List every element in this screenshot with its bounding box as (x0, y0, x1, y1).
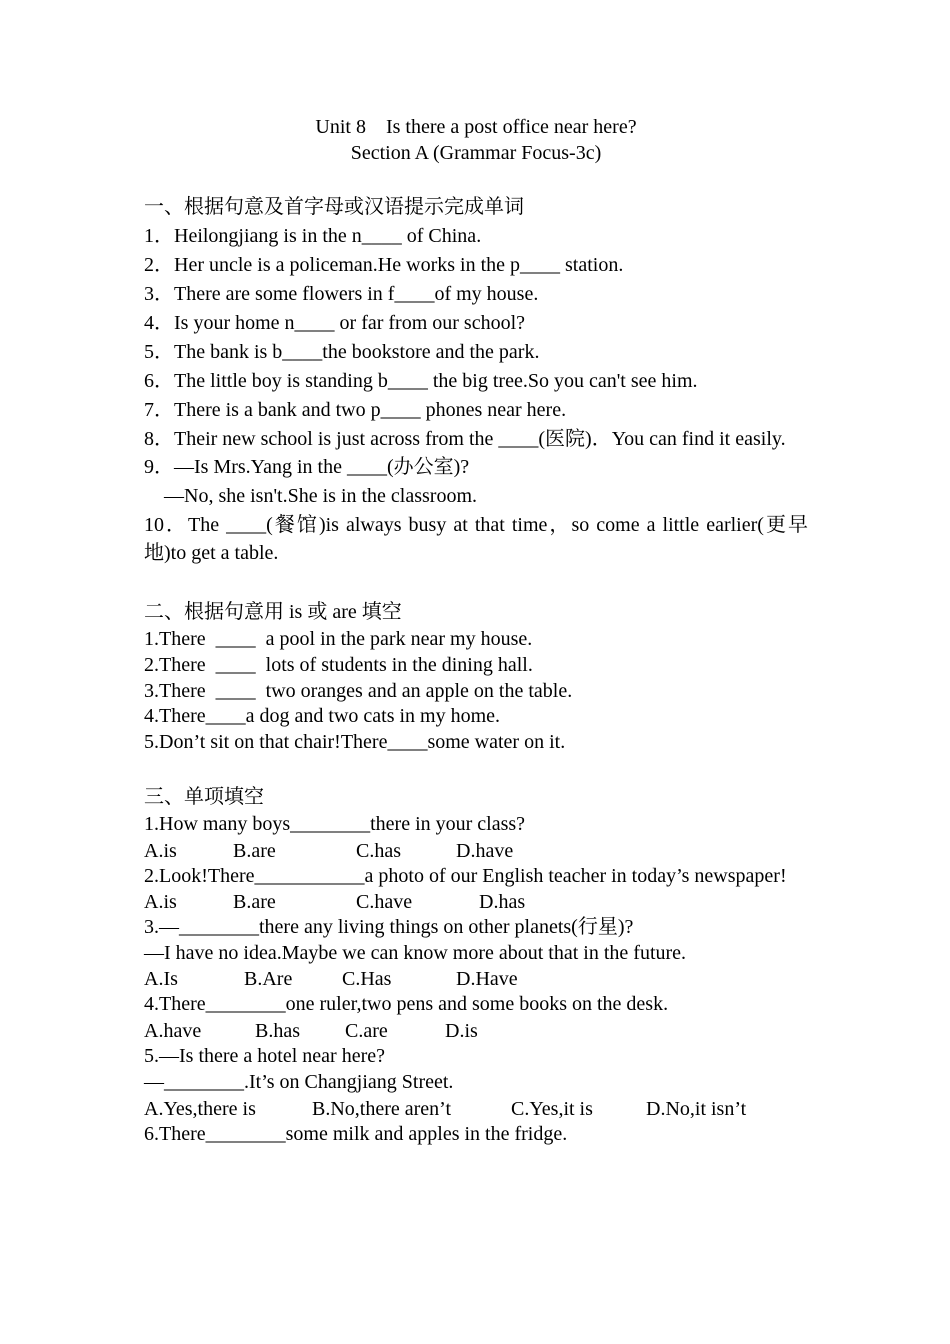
option-c: C.are (345, 1020, 388, 1043)
question-3-2: 2.Look!There___________a photo of our English teacher in today’s newspaper! (144, 864, 787, 887)
question-1-7: 7．There is a bank and two p____ phones near here. (144, 399, 567, 421)
question-3-2-options (144, 889, 808, 915)
option-c: C.has (356, 839, 401, 862)
option-b: B.are (233, 839, 276, 862)
option-d: D.is (445, 1020, 478, 1043)
question-1-2: 2．Her uncle is a policeman.He works in the p____ station. (144, 254, 624, 276)
option-b: B.are (233, 890, 276, 913)
question-1-1: 1．Heilongjiang is in the n____ of China. (144, 225, 482, 247)
option-a: A.is (144, 839, 177, 862)
question-1-3: 3．There are some flowers in f____of my house. (144, 283, 539, 305)
question-3-3-options (144, 966, 808, 992)
question-2-4: 4.There____a dog and two cats in my home. (144, 705, 501, 728)
option-c: C.Has (342, 968, 392, 991)
question-2-2: 2.There ____ lots of students in the dining hall. (144, 653, 533, 676)
question-3-3-answer: —I have no idea.Maybe we can know more about that in the future. (144, 941, 687, 964)
section-2-heading: 二、根据句意用 is 或 are 填空 (144, 601, 402, 623)
question-2-5: 5.Don’t sit on that chair!There____some water on it. (144, 731, 566, 754)
option-d: D.have (456, 839, 514, 862)
question-1-4: 4．Is your home n____ or far from our school? (144, 312, 526, 334)
section-3 (144, 782, 808, 1148)
option-c: C.Yes,it is (511, 1097, 593, 1120)
question-1-10: 10．The ____(餐馆)is always busy at that time，so come a little earlier(更早地)to get a table. (144, 514, 808, 564)
section-1-heading: 一、根据句意及首字母或汉语提示完成单词 (144, 196, 524, 218)
option-a: A.have (144, 1020, 202, 1043)
section-2 (144, 597, 808, 756)
question-3-4: 4.There________one ruler,two pens and some books on the desk. (144, 993, 669, 1016)
option-c: C.have (356, 890, 413, 913)
option-d: D.Have (456, 968, 518, 991)
title-section: Section A (Grammar Focus-3c) (350, 142, 602, 164)
option-a: A.is (144, 890, 177, 913)
question-1-9-ask: 9．—Is Mrs.Yang in the ____(办公室)? (144, 456, 470, 478)
question-3-5-answer: —________.It’s on Changjiang Street. (144, 1070, 454, 1093)
question-1-5: 5．The bank is b____the bookstore and the park. (144, 341, 540, 363)
option-b: B.has (255, 1020, 300, 1043)
question-3-5-options (144, 1096, 808, 1122)
question-2-1: 1.There ____ a pool in the park near my house. (144, 628, 533, 650)
option-d: D.No,it isn’t (646, 1097, 747, 1120)
question-1-6: 6．The little boy is standing b____ the big tree.So you can't see him. (144, 370, 698, 392)
title-unit: Unit 8 Is there a post office near here? (315, 116, 637, 138)
question-3-5-ask: 5.—Is there a hotel near here? (144, 1045, 385, 1068)
worksheet-title (144, 114, 808, 166)
section-1 (144, 192, 808, 567)
option-b: B.Are (244, 968, 293, 991)
section-3-heading: 三、单项填空 (144, 785, 264, 808)
question-3-4-options (144, 1018, 808, 1044)
question-2-3: 3.There ____ two oranges and an apple on the table. (144, 679, 573, 702)
question-3-1-options (144, 838, 808, 864)
worksheet-page (144, 114, 808, 1148)
option-b: B.No,there aren’t (312, 1097, 452, 1120)
question-3-6: 6.There________some milk and apples in the fridge. (144, 1122, 568, 1145)
option-a: A.Is (144, 968, 178, 991)
option-d: D.has (479, 890, 526, 913)
option-a: A.Yes,there is (144, 1097, 256, 1120)
question-3-1: 1.How many boys________there in your class? (144, 812, 526, 835)
question-1-9-answer: —No, she isn't.She is in the classroom. (164, 485, 478, 507)
question-1-8: 8．Their new school is just across from the ____(医院)．You can find it easily. (144, 428, 786, 450)
question-3-3-ask: 3.—________there any living things on other planets(行星)? (144, 915, 634, 938)
